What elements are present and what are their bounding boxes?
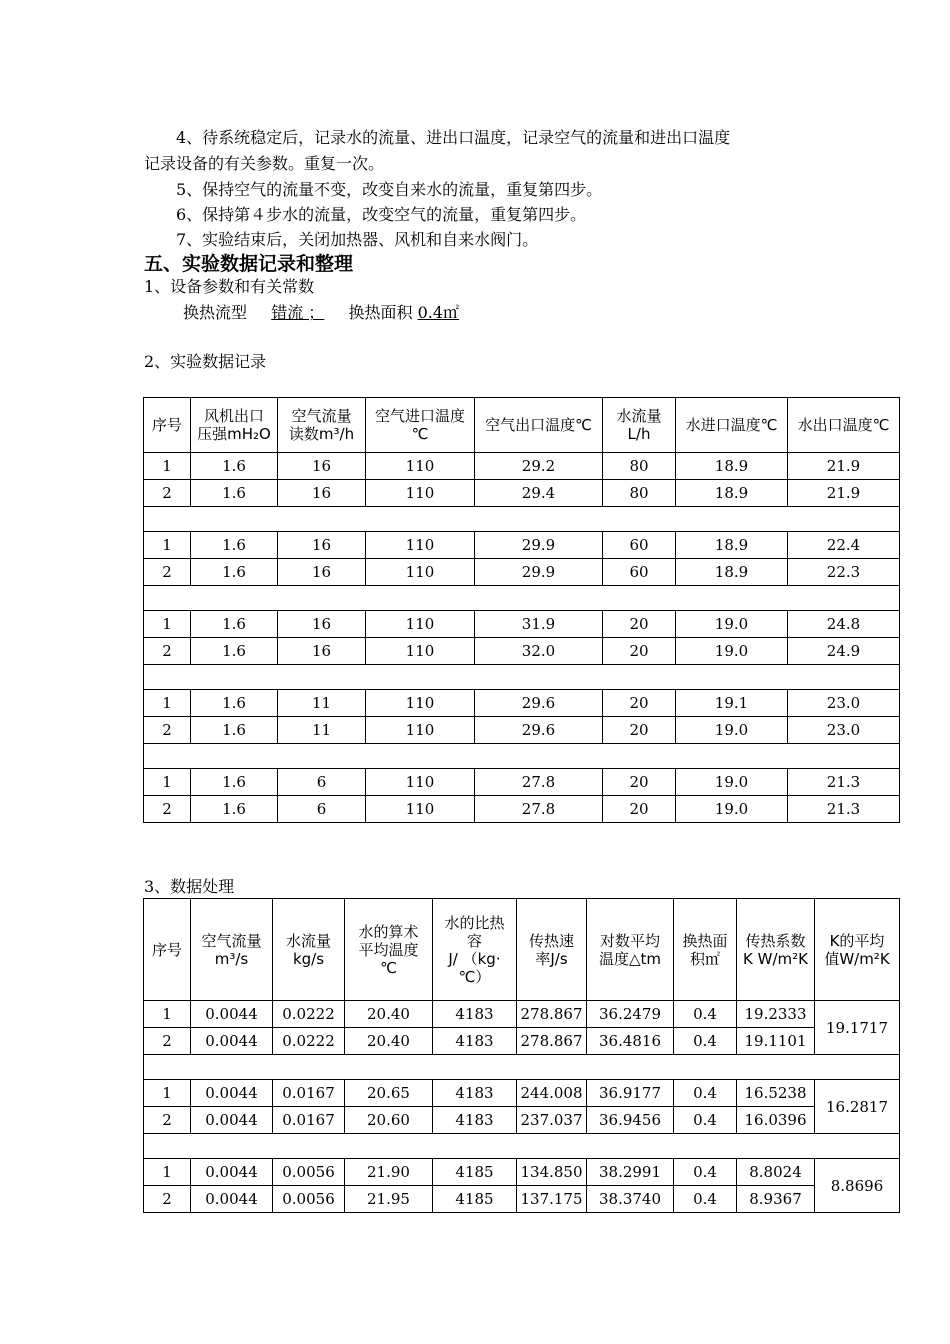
table-cell: 20.40	[345, 1028, 433, 1055]
table-cell: 16	[278, 480, 366, 507]
header-cell-line: 传热系数	[745, 931, 806, 950]
table-cell: 137.175	[517, 1186, 587, 1213]
table-cell: 1	[144, 1159, 191, 1186]
table-row	[144, 638, 900, 665]
table-cell: 20.65	[345, 1080, 433, 1107]
table-cell: 1.6	[191, 453, 278, 480]
table-cell: 1	[144, 532, 191, 559]
table-cell: 16	[278, 611, 366, 638]
separator-cell	[144, 586, 900, 611]
table-cell: 36.9177	[587, 1080, 674, 1107]
header-cell-line: 换热面	[682, 931, 728, 950]
table-cell: 16	[278, 559, 366, 586]
table-cell: 1.6	[191, 638, 278, 665]
table-cell: 16	[278, 453, 366, 480]
table-cell: 32.0	[475, 638, 603, 665]
table1-title: 2、实验数据记录	[144, 352, 267, 371]
table-cell: 0.0222	[273, 1028, 345, 1055]
table-cell: 134.850	[517, 1159, 587, 1186]
table-cell: 38.3740	[587, 1186, 674, 1213]
step-4-line-1: 4、待系统稳定后，记录水的流量、进出口温度，记录空气的流量和进出口温度	[176, 128, 731, 147]
table-cell: 31.9	[475, 611, 603, 638]
step-6: 6、保持第４步水的流量，改变空气的流量，重复第四步。	[176, 205, 587, 224]
table-cell: 18.9	[676, 453, 788, 480]
table-cell: 18.9	[676, 559, 788, 586]
table-cell: 36.2479	[587, 1001, 674, 1028]
table-cell: 4183	[433, 1107, 517, 1134]
table-cell: 244.008	[517, 1080, 587, 1107]
header-cell-line: ℃	[411, 425, 429, 443]
table-cell: 1	[144, 690, 191, 717]
table-cell: 60	[603, 559, 676, 586]
table-row	[144, 1159, 900, 1186]
table-cell: 0.4	[674, 1159, 737, 1186]
header-cell	[144, 398, 191, 453]
header-cell-line: 水进口温度℃	[685, 416, 778, 434]
header-cell	[278, 398, 366, 453]
table-cell: 110	[366, 796, 475, 823]
table-cell: 21.3	[788, 796, 900, 823]
table-cell: 2	[144, 717, 191, 744]
table-cell: 19.0	[676, 717, 788, 744]
table-cell: 29.6	[475, 690, 603, 717]
header-cell	[737, 899, 815, 1001]
header-cell	[345, 899, 433, 1001]
header-cell-line: kg/s	[292, 949, 325, 968]
group-separator-row	[144, 744, 900, 769]
table-row	[144, 453, 900, 480]
header-cell-line: 空气流量	[201, 931, 262, 950]
step-4-line-2: 记录设备的有关参数。重复一次。	[144, 154, 385, 173]
flow-type-value: 错流 ；	[271, 303, 325, 322]
group-separator-row	[144, 665, 900, 690]
table-cell: 278.867	[517, 1001, 587, 1028]
table-cell: 1.6	[191, 796, 278, 823]
table-cell: 29.2	[475, 453, 603, 480]
table-cell: 16.5238	[737, 1080, 815, 1107]
table-cell: 1.6	[191, 559, 278, 586]
table-cell: 0.0056	[273, 1159, 345, 1186]
table-cell: 4183	[433, 1080, 517, 1107]
table-cell: 0.4	[674, 1001, 737, 1028]
header-cell	[475, 398, 603, 453]
table-cell: 60	[603, 532, 676, 559]
header-cell-line: ℃	[380, 958, 397, 977]
table-cell: 110	[366, 611, 475, 638]
table-cell: 8.8024	[737, 1159, 815, 1186]
table-cell: 4183	[433, 1028, 517, 1055]
table-cell: 27.8	[475, 769, 603, 796]
table-cell: 11	[278, 717, 366, 744]
table-cell: 278.867	[517, 1028, 587, 1055]
header-cell-line: 积㎡	[689, 949, 720, 968]
table-header-row	[144, 899, 900, 1001]
table-cell: 110	[366, 769, 475, 796]
table-cell: 20	[603, 690, 676, 717]
table-cell: 19.2333	[737, 1001, 815, 1028]
header-cell-line: 值W/m²K	[824, 949, 890, 968]
table-cell: 20.60	[345, 1107, 433, 1134]
group-separator-row	[144, 1134, 900, 1159]
separator-cell	[144, 744, 900, 769]
table-cell: 2	[144, 1186, 191, 1213]
k-average-cell: 19.1717	[815, 1001, 900, 1055]
table-cell: 16.0396	[737, 1107, 815, 1134]
group-separator-row	[144, 507, 900, 532]
table-cell: 24.8	[788, 611, 900, 638]
table-cell: 19.0	[676, 796, 788, 823]
table-row	[144, 532, 900, 559]
header-cell	[366, 398, 475, 453]
header-cell-line: 序号	[151, 416, 182, 434]
table-cell: 20	[603, 796, 676, 823]
table-cell: 6	[278, 796, 366, 823]
table-cell: 0.0167	[273, 1080, 345, 1107]
table-cell: 21.90	[345, 1159, 433, 1186]
table-row	[144, 717, 900, 744]
table-cell: 18.9	[676, 532, 788, 559]
table-cell: 24.9	[788, 638, 900, 665]
table-row	[144, 1028, 900, 1055]
table-row	[144, 690, 900, 717]
table-cell: 2	[144, 1107, 191, 1134]
step-5: 5、保持空气的流量不变，改变自来水的流量，重复第四步。	[176, 180, 603, 199]
table-cell: 36.4816	[587, 1028, 674, 1055]
table-cell: 6	[278, 769, 366, 796]
table-cell: 16	[278, 638, 366, 665]
table-row	[144, 1001, 900, 1028]
header-cell-line: ℃）	[458, 967, 491, 986]
header-cell-line: m³/s	[214, 949, 249, 968]
table-cell: 19.1101	[737, 1028, 815, 1055]
table-cell: 0.4	[674, 1186, 737, 1213]
header-cell-line: 温度△tm	[598, 949, 662, 968]
table-cell: 0.0044	[191, 1107, 273, 1134]
header-cell-line: 平均温度	[358, 940, 419, 959]
area-value: 0.4㎡	[417, 303, 460, 322]
table-cell: 1	[144, 453, 191, 480]
table-cell: 8.9367	[737, 1186, 815, 1213]
table-cell: 20.40	[345, 1001, 433, 1028]
area-label: 换热面积	[348, 303, 413, 322]
table-cell: 11	[278, 690, 366, 717]
table-row	[144, 1107, 900, 1134]
header-cell-line: 空气进口温度	[374, 407, 465, 425]
table-cell: 110	[366, 638, 475, 665]
table-cell: 1.6	[191, 480, 278, 507]
separator-cell	[144, 507, 900, 532]
table-cell: 0.0056	[273, 1186, 345, 1213]
table-cell: 21.95	[345, 1186, 433, 1213]
table-row	[144, 1186, 900, 1213]
header-cell-line: 空气出口温度℃	[485, 416, 592, 434]
table-cell: 80	[603, 480, 676, 507]
table-cell: 20	[603, 611, 676, 638]
k-average-cell: 16.2817	[815, 1080, 900, 1134]
table-cell: 21.9	[788, 453, 900, 480]
header-cell	[587, 899, 674, 1001]
table-cell: 19.0	[676, 638, 788, 665]
header-cell-line: 率J/s	[535, 949, 568, 968]
table-cell: 16	[278, 532, 366, 559]
table-cell: 36.9456	[587, 1107, 674, 1134]
table-cell: 1.6	[191, 611, 278, 638]
table-cell: 29.9	[475, 559, 603, 586]
header-cell-line: 水流量	[285, 931, 331, 950]
table-cell: 4185	[433, 1186, 517, 1213]
separator-cell	[144, 1134, 900, 1159]
table-cell: 27.8	[475, 796, 603, 823]
sub1-title: 1、设备参数和有关常数	[144, 277, 315, 296]
k-average-cell: 8.8696	[815, 1159, 900, 1213]
table-cell: 1	[144, 1080, 191, 1107]
table-cell: 1	[144, 1001, 191, 1028]
table-row	[144, 480, 900, 507]
table-cell: 38.2991	[587, 1159, 674, 1186]
header-cell	[603, 398, 676, 453]
table-cell: 0.0044	[191, 1028, 273, 1055]
table-cell: 0.0044	[191, 1001, 273, 1028]
table-cell: 1.6	[191, 690, 278, 717]
header-cell-line: 传热速	[528, 931, 574, 950]
table-cell: 0.0044	[191, 1186, 273, 1213]
header-cell-line: 读数m³/h	[288, 425, 355, 443]
table-cell: 21.3	[788, 769, 900, 796]
table-cell: 29.4	[475, 480, 603, 507]
table-cell: 4183	[433, 1001, 517, 1028]
equipment-params	[183, 303, 459, 323]
table-cell: 0.0222	[273, 1001, 345, 1028]
header-cell-line: J/ （kg·	[448, 949, 501, 968]
header-cell-line: 水出口温度℃	[797, 416, 890, 434]
table-cell: 110	[366, 559, 475, 586]
table-cell: 23.0	[788, 690, 900, 717]
step-7: 7、实验结束后，关闭加热器、风机和自来水阀门。	[176, 230, 539, 249]
table-cell: 110	[366, 480, 475, 507]
table-cell: 237.037	[517, 1107, 587, 1134]
header-cell	[273, 899, 345, 1001]
table-row	[144, 559, 900, 586]
table-cell: 80	[603, 453, 676, 480]
table-cell: 1.6	[191, 717, 278, 744]
table-row	[144, 769, 900, 796]
header-cell-line: 水的比热	[444, 913, 505, 932]
header-cell-line: 风机出口	[203, 407, 264, 425]
table2-title: 3、数据处理	[144, 877, 235, 896]
header-cell	[815, 899, 900, 1001]
table-cell: 18.9	[676, 480, 788, 507]
table-row	[144, 796, 900, 823]
separator-cell	[144, 665, 900, 690]
header-cell	[191, 899, 273, 1001]
separator-cell	[144, 1055, 900, 1080]
header-cell-line: 压强mH₂O	[197, 425, 271, 443]
table-cell: 1	[144, 611, 191, 638]
table-cell: 0.0044	[191, 1159, 273, 1186]
table-cell: 20	[603, 638, 676, 665]
header-cell	[144, 899, 191, 1001]
table-cell: 1	[144, 769, 191, 796]
table-cell: 20	[603, 717, 676, 744]
table-cell: 2	[144, 638, 191, 665]
section-title: 五、实验数据记录和整理	[144, 253, 354, 275]
table-cell: 110	[366, 532, 475, 559]
table-cell: 23.0	[788, 717, 900, 744]
table-cell: 110	[366, 717, 475, 744]
table-cell: 29.6	[475, 717, 603, 744]
header-cell-line: 水的算术	[358, 922, 419, 941]
table-cell: 0.4	[674, 1080, 737, 1107]
header-cell-line: 水流量	[616, 407, 662, 425]
table-cell: 110	[366, 453, 475, 480]
header-cell-line: L/h	[627, 425, 651, 443]
table-row	[144, 1080, 900, 1107]
table-cell: 2	[144, 559, 191, 586]
header-cell	[788, 398, 900, 453]
table-cell: 2	[144, 796, 191, 823]
table-cell: 21.9	[788, 480, 900, 507]
header-cell-line: 空气流量	[291, 407, 352, 425]
header-cell-line: K的平均	[829, 931, 885, 950]
data-processing-table	[143, 898, 900, 1213]
table-cell: 22.3	[788, 559, 900, 586]
header-cell	[676, 398, 788, 453]
group-separator-row	[144, 586, 900, 611]
header-cell-line: K W/m²K	[743, 949, 808, 968]
table-cell: 0.4	[674, 1107, 737, 1134]
table-cell: 1.6	[191, 769, 278, 796]
table-cell: 1.6	[191, 532, 278, 559]
table-cell: 4185	[433, 1159, 517, 1186]
table-cell: 110	[366, 690, 475, 717]
header-cell-line: 序号	[151, 940, 182, 959]
table-cell: 0.4	[674, 1028, 737, 1055]
table-cell: 2	[144, 480, 191, 507]
header-cell-line: 对数平均	[599, 931, 660, 950]
table-cell: 19.0	[676, 611, 788, 638]
table-cell: 22.4	[788, 532, 900, 559]
experiment-data-table	[143, 397, 900, 823]
table-cell: 19.1	[676, 690, 788, 717]
table-header-row	[144, 398, 900, 453]
table-cell: 0.0167	[273, 1107, 345, 1134]
table-cell: 0.0044	[191, 1080, 273, 1107]
table-cell: 29.9	[475, 532, 603, 559]
header-cell-line: 容	[466, 931, 482, 950]
table-cell: 19.0	[676, 769, 788, 796]
header-cell	[674, 899, 737, 1001]
header-cell	[517, 899, 587, 1001]
table-row	[144, 611, 900, 638]
header-cell	[433, 899, 517, 1001]
flow-type-label: 换热流型	[183, 303, 248, 322]
header-cell	[191, 398, 278, 453]
table-cell: 20	[603, 769, 676, 796]
group-separator-row	[144, 1055, 900, 1080]
table-cell: 2	[144, 1028, 191, 1055]
